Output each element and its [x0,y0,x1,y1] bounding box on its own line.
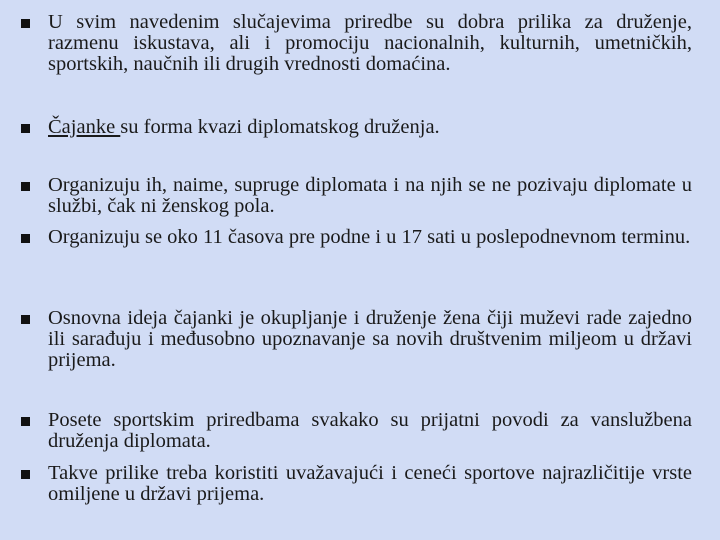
square-bullet-icon [21,234,30,243]
cajanke-term: Čajanke [48,116,121,138]
bullet-item-posete [48,410,692,452]
bullet-item-organizuju-ih [48,175,692,217]
bullet-text: U svim navedenim slučajevima priredbe su dobra prilika za druženje, razmenu iskustava, ali i promociju nacionalnih, kulturnih, umetničkih, sportskih, naučnih ili drugih vrednosti domaćina. [48,11,692,75]
bullet-item-priredbe [48,12,692,75]
square-bullet-icon [21,19,30,28]
bullet-text: Posete sportskim priredbama svakako su prijatni povodi za vanslužbena druženja diplomata. [48,409,692,452]
square-bullet-icon [21,182,30,191]
bullet-text: Organizuju ih, naime, supruge diplomata i na njih se ne pozivaju diplomate u službi, čak ni ženskog pola. [48,174,692,217]
bullet-item-osnovna-ideja [48,308,692,371]
bullet-text: Organizuju se oko 11 časova pre podne i u 17 sati u poslepodnevnom terminu. [48,226,691,248]
square-bullet-icon [21,124,30,133]
square-bullet-icon [21,417,30,426]
bullet-text: su forma kvazi diplomatskog druženja. [120,116,440,138]
bullet-text: Takve prilike treba koristiti uvažavajući i ceneći sportove najrazličitije vrste omiljene u državi prijema. [48,462,692,505]
bullet-item-organizuju-se [48,227,692,248]
square-bullet-icon [21,470,30,479]
square-bullet-icon [21,315,30,324]
bullet-text: Osnovna ideja čajanki je okupljanje i druženje žena čiji muževi rade zajedno ili sarađuju i međusobno upoznavanje sa novih društvenim miljeom u državi prijema. [48,307,692,371]
bullet-item-cajanke [48,117,692,138]
bullet-item-takve-prilike [48,463,692,505]
